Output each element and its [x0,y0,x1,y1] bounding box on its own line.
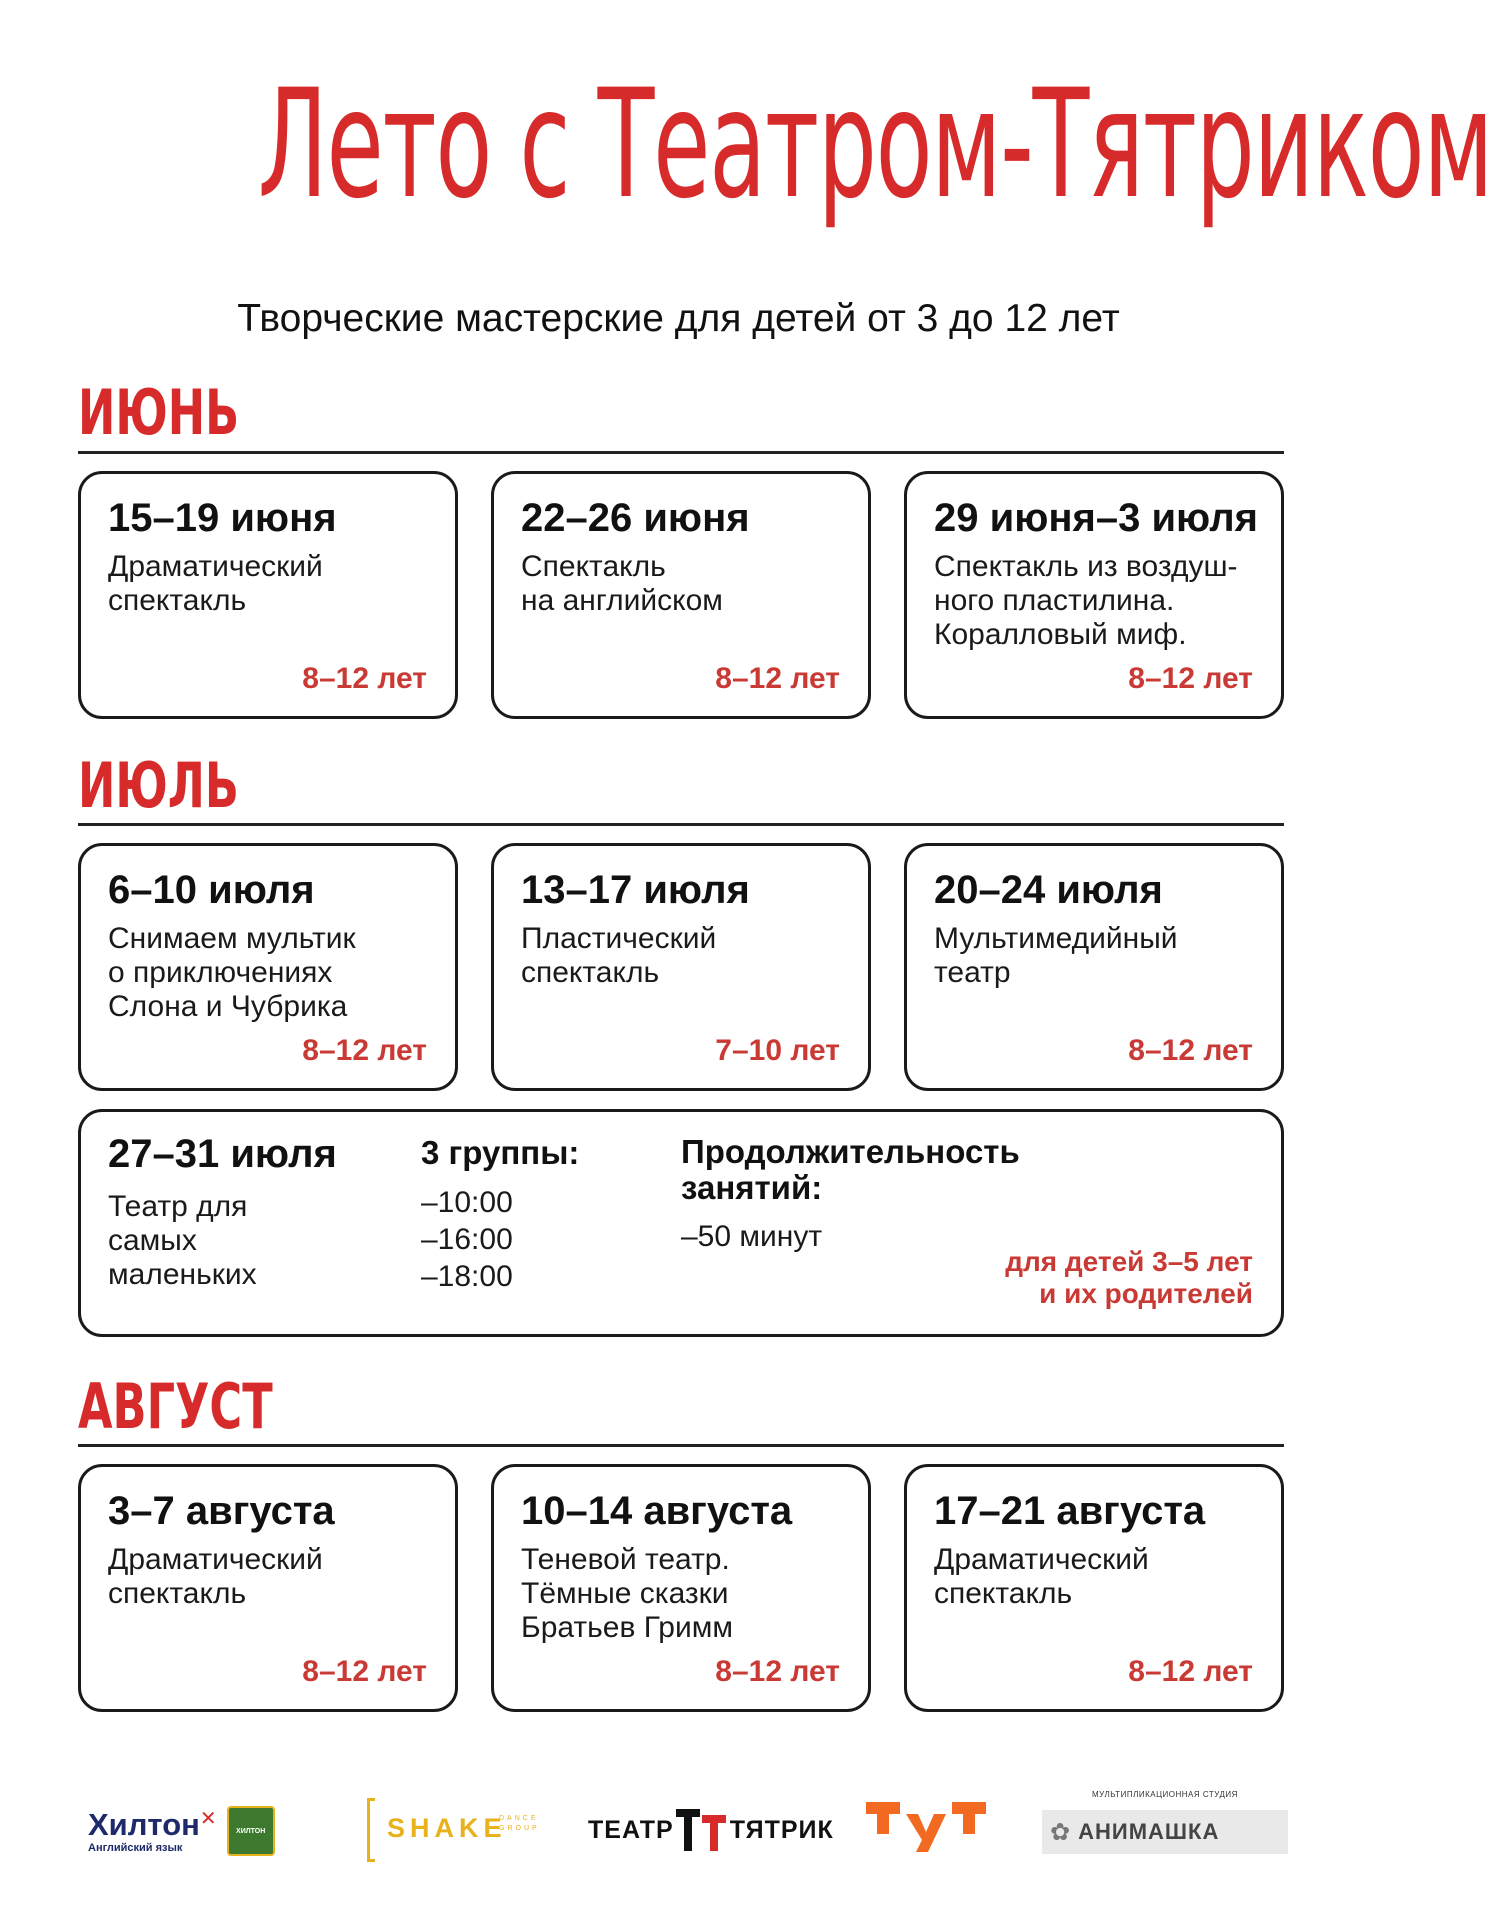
divider-june [78,451,1284,454]
workshop-card [904,471,1284,719]
shake-logo [367,1798,547,1862]
workshop-date: 20–24 июля [934,868,1163,912]
month-august-heading: АВГУСТ [78,1370,273,1443]
workshop-date: 15–19 июня [108,496,337,540]
group-time: –10:00 [421,1186,513,1219]
workshop-age: 8–12 лет [302,1655,427,1688]
divider-august [78,1444,1284,1447]
workshop-date: 27–31 июля [108,1132,337,1176]
duration-title: Продолжительность занятий: [681,1133,1020,1206]
film-reel-icon: ✿ [1050,1818,1071,1846]
workshop-card-toddlers [78,1109,1284,1337]
workshop-age: 8–12 лет [302,1034,427,1067]
shake-bracket-icon [367,1798,375,1862]
animashka-name: АНИМАШКА [1078,1819,1220,1844]
shake-sub2: GROUP [499,1825,540,1832]
shake-sub1: DANCE [499,1815,539,1822]
workshop-card [904,843,1284,1091]
workshop-card [491,471,871,719]
workshop-description: Драматический спектакль [108,550,323,617]
tyatrik-tt-icon [674,1805,730,1855]
workshop-description: Снимаем мультик о приключениях Слона и Чубрика [108,922,356,1023]
workshop-card [78,471,458,719]
group-time: –18:00 [421,1260,513,1293]
hilton-badge-text: ХИЛТОН [236,1827,266,1835]
month-june-heading: ИЮНЬ [78,376,240,449]
workshop-date: 17–21 августа [934,1489,1206,1533]
workshop-age: 8–12 лет [302,662,427,695]
workshop-date: 6–10 июля [108,868,315,912]
hilton-logo [88,1796,303,1866]
hilton-caption: Английский язык [88,1841,183,1854]
duration-value: –50 минут [681,1220,823,1253]
workshop-description: Драматический спектакль [934,1543,1149,1610]
workshop-date: 29 июня–3 июля [934,496,1258,540]
workshop-date: 13–17 июля [521,868,750,912]
workshop-age: 8–12 лет [1128,1034,1253,1067]
tyatrik-right-text: ТЯТРИК [729,1815,834,1844]
hilton-name: Хилтон [88,1806,200,1842]
workshop-description: Драматический спектакль [108,1543,323,1610]
workshop-description: Театр для самых маленьких [108,1190,257,1291]
workshop-description: Теневой театр. Тёмные сказки Братьев Гримм [521,1543,733,1644]
workshop-age: 8–12 лет [715,662,840,695]
tut-logo [866,1798,986,1860]
workshop-age: 8–12 лет [1128,662,1253,695]
workshop-card [78,843,458,1091]
animashka-logo [1042,1790,1288,1866]
poster-title: Лето с Театром-Тятриком [257,58,1492,232]
workshop-age: для детей 3–5 лет и их родителей [1005,1246,1253,1309]
animashka-caption: МУЛЬТИПЛИКАЦИОННАЯ СТУДИЯ [1092,1790,1238,1799]
workshop-date: 22–26 июня [521,496,750,540]
workshop-card [78,1464,458,1712]
group-time: –16:00 [421,1223,513,1256]
workshop-description: Спектакль из воздуш- ного пластилина. Коралловый миф. [934,550,1238,651]
partner-logos [0,1790,1357,1870]
workshop-age: 7–10 лет [715,1034,840,1067]
workshop-description: Мультимедийный театр [934,922,1178,989]
workshop-card [491,843,871,1091]
workshop-description: Пластический спектакль [521,922,717,989]
hilton-cross-icon: ✕ [199,1807,217,1830]
tyatrik-logo [588,1802,834,1858]
shake-name: SHAKE [387,1813,507,1843]
groups-title: 3 группы: [421,1134,580,1171]
animashka-banner [1042,1810,1288,1854]
divider-july [78,823,1284,826]
workshop-age: 8–12 лет [715,1655,840,1688]
workshop-date: 10–14 августа [521,1489,793,1533]
workshop-card [491,1464,871,1712]
tyatrik-left-text: ТЕАТР [588,1815,674,1844]
workshop-card [904,1464,1284,1712]
hilton-kids-badge-icon [227,1806,275,1856]
tut-icon [866,1798,986,1860]
month-july-heading: ИЮЛЬ [78,749,239,822]
workshop-age: 8–12 лет [1128,1655,1253,1688]
workshop-description: Спектакль на английском [521,550,723,617]
poster-subtitle: Творческие мастерские для детей от 3 до 12 лет [237,297,1120,340]
groups-block [421,1134,579,1295]
workshop-date: 3–7 августа [108,1489,335,1533]
duration-block [681,1134,1101,1254]
